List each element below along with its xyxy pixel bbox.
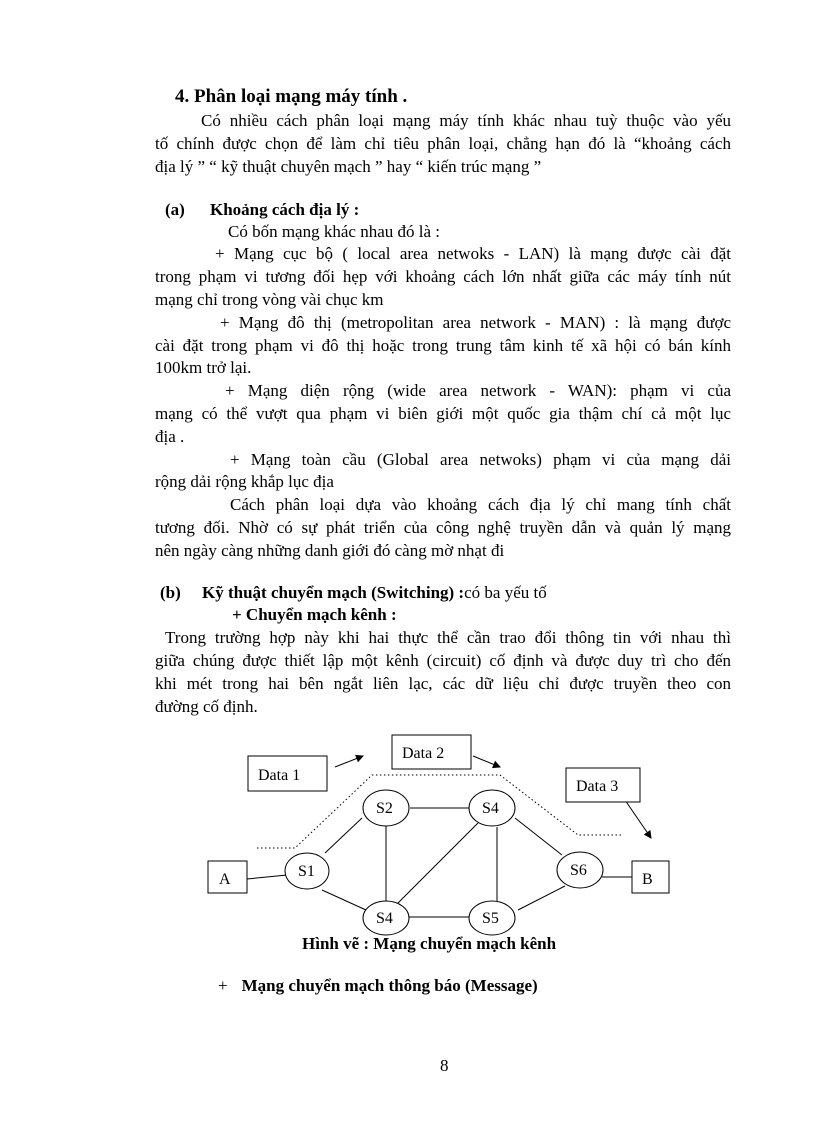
node-s1-label: S1 — [298, 863, 315, 880]
arrow-data1-data2 — [335, 756, 363, 767]
message-switching-plus: + — [218, 976, 228, 995]
man-line-1: + Mạng đô thị (metropolitan area network - MAN) : là mạng được — [220, 313, 731, 332]
data1-label: Data 1 — [258, 767, 301, 784]
circuit-line-3: khi mét trong hai bên ngắt liên lạc, các dữ liệu chỉ được truyền theo con — [155, 674, 731, 693]
closing-line-3: nên ngày càng những danh giới đó càng mờ nhạt đi — [155, 541, 505, 560]
section-b-marker: (b) — [160, 583, 181, 602]
message-switching-title: Mạng chuyển mạch thông báo — [241, 976, 461, 995]
man-line-2: cài đặt trong phạm vi đô thị hoặc trong trung tâm kinh tế xã hội có bán kính — [155, 336, 731, 355]
section-heading: 4. Phân loại mạng máy tính . — [175, 86, 408, 107]
data2-label: Data 2 — [402, 745, 445, 762]
lan-line-2: trong phạm vi tương đối hẹp với khoảng cách lớn nhất giữa các máy tính nút — [155, 267, 731, 286]
lan-line-1: + Mạng cục bộ ( local area netwoks - LAN) là mạng được cài đặt — [215, 244, 731, 263]
intro-line-3: địa lý ” “ kỹ thuật chuyên mạch ” hay “ kiến trúc mạng ” — [155, 157, 542, 176]
gan-line-2: rộng dải rộng khắp lục địa — [155, 472, 334, 491]
page-number: 8 — [440, 1056, 449, 1075]
circuit-switching-title: + Chuyển mạch kênh : — [232, 605, 397, 624]
edge-a-s1 — [247, 875, 287, 879]
endpoint-b-label: B — [642, 871, 653, 888]
message-switching-line — [218, 975, 538, 997]
message-switching-tail: (Message) — [464, 976, 538, 995]
lan-line-3: mạng chỉ trong vòng vài chục km — [155, 290, 384, 309]
section-a-lead: Có bốn mạng khác nhau đó là : — [228, 222, 440, 241]
intro-line-2: tố chính được chọn để làm chỉ tiêu phân loại, chẳng hạn đó là “khoảng cách — [155, 134, 731, 153]
wan-line-1: + Mạng diện rộng (wide area network - WAN): phạm vi của — [225, 381, 731, 400]
diagram-caption: Hình vẽ : Mạng chuyển mạch kênh — [302, 934, 557, 953]
data3-label: Data 3 — [576, 778, 619, 795]
section-b-title: Kỹ thuật chuyển mạch (Switching) : — [202, 583, 465, 602]
edge-s4-s6 — [515, 818, 562, 855]
circuit-line-4: đường cố định. — [155, 697, 258, 716]
closing-line-1: Cách phân loại dựa vào khoảng cách địa lý chỉ mang tính chất — [230, 495, 731, 514]
arrow-data3-down — [625, 800, 651, 838]
wan-line-2: mạng có thể vượt qua phạm vi biên giới một quốc gia thậm chí cả một lục — [155, 404, 731, 423]
man-line-3: 100km trở lại. — [155, 358, 252, 377]
node-s4-bottom-label: S4 — [376, 910, 393, 927]
node-s6-label: S6 — [570, 862, 587, 879]
edge-s4-diagonal — [397, 823, 478, 904]
arrow-data2-data3 — [473, 756, 500, 767]
section-b-title-tail: có ba yếu tố — [464, 583, 547, 602]
endpoint-a-label: A — [219, 871, 231, 888]
circuit-line-1: Trong trường hợp này khi hai thực thể cần trao đổi thông tin với nhau thì — [165, 628, 731, 647]
circuit-line-2: giữa chúng được thiết lập một kênh (circuit) cố định và được duy trì cho đến — [155, 651, 731, 670]
section-a-marker: (a) — [165, 200, 185, 219]
edge-s5-s6 — [518, 886, 565, 910]
edge-s1-s4-bottom — [322, 890, 366, 910]
edge-s1-s2 — [325, 818, 362, 853]
node-s2-label: S2 — [376, 800, 393, 817]
node-s4-top-label: S4 — [482, 800, 499, 817]
section-a-title: Khoảng cách địa lý : — [210, 200, 360, 219]
node-s5-label: S5 — [482, 910, 499, 927]
wan-line-3: địa . — [155, 427, 185, 446]
closing-line-2: tương đối. Nhờ có sự phát triển của công nghệ truyền dẫn và quản lý mạng — [155, 518, 731, 537]
gan-line-1: + Mạng toàn cầu (Global area netwoks) phạm vi của mạng dải — [230, 450, 731, 469]
intro-line-1: Có nhiều cách phân loại mạng máy tính khác nhau tuỳ thuộc vào yếu — [201, 111, 731, 130]
